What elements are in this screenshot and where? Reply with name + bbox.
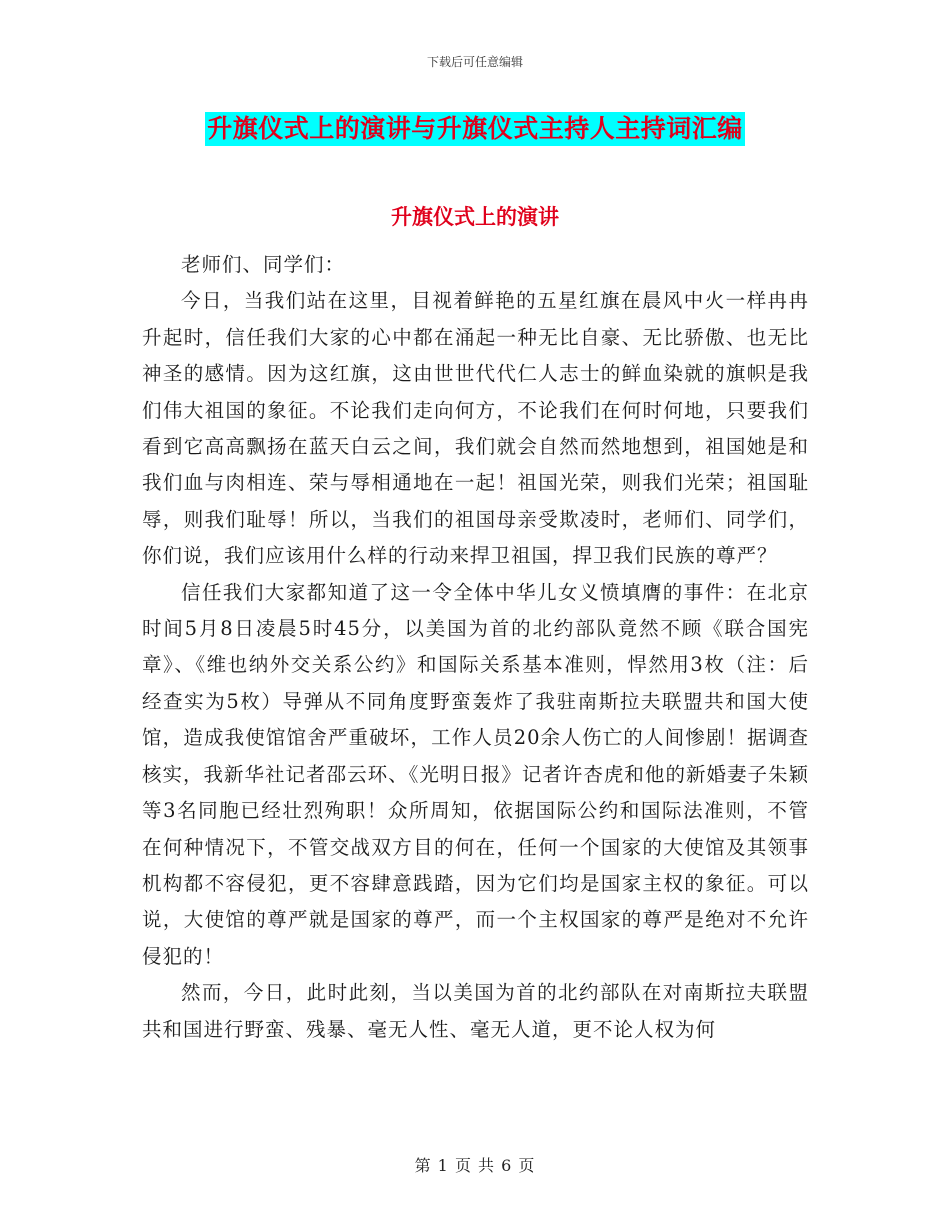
paragraph: 今日，当我们站在这里，目视着鲜艳的五星红旗在晨风中火一样冉冉升起时，信任我们大家的心中都在涌起一种无比自豪、无比骄傲、也无比神圣的感情。因为这红旗，这由世世代代仁人志士的鲜血染就的旗帜是我们伟大祖国的象征。不论我们走向何方，不论我们在何时何地，只要我们看到它高高飘扬在蓝天白云之间，我们就会自然而然地想到，祖国她是和我们血与肉相连、荣与辱相通地在一起！祖国光荣，则我们光荣；祖国耻辱，则我们耻辱！所以，当我们的祖国母亲受欺凌时，老师们、同学们，你们说，我们应该用什么样的行动来捍卫祖国，捍卫我们民族的尊严？: [142, 289, 809, 568]
speech-body: [142, 247, 809, 1048]
main-title: 升旗仪式上的演讲与升旗仪式主持人主持词汇编: [205, 112, 745, 146]
page-number: 第 1 页 共 6 页: [414, 1156, 536, 1175]
paragraph-greeting: 老师们、同学们：: [181, 253, 346, 276]
paragraph: 然而，今日，此时此刻，当以美国为首的北约部队在对南斯拉夫联盟共和国进行野蛮、残暴、毫无人性、毫无人道，更不论人权为何: [142, 981, 809, 1041]
download-note: 下载后可任意编辑: [426, 55, 523, 69]
main-title-container: [0, 112, 950, 146]
paragraph: 信任我们大家都知道了这一令全体中华儿女义愤填膺的事件：在北京时间5月8日凌晨5时45分，以美国为首的北约部队竟然不顾《联合国宪章》、《维也纳外交关系公约》和国际关系基本准则，悍然用3枚（注：后经查实为5枚）导弹从不同角度野蛮轰炸了我驻南斯拉夫联盟共和国大使馆，造成我使馆馆舍严重破坏，工作人员20余人伤亡的人间惨剧！据调查核实，我新华社记者邵云环、《光明日报》记者许杏虎和他的新婚妻子朱颖等3名同胞已经壮烈殉职！众所周知，依据国际公约和国际法准则，不管在何种情况下，不管交战双方目的何在，任何一个国家的大使馆及其领事机构都不容侵犯，更不容肆意践踏，因为它们均是国家主权的象征。可以说，大使馆的尊严就是国家的尊严，而一个主权国家的尊严是绝对不允许侵犯的！: [142, 580, 809, 968]
section-title: 升旗仪式上的演讲: [391, 204, 559, 229]
